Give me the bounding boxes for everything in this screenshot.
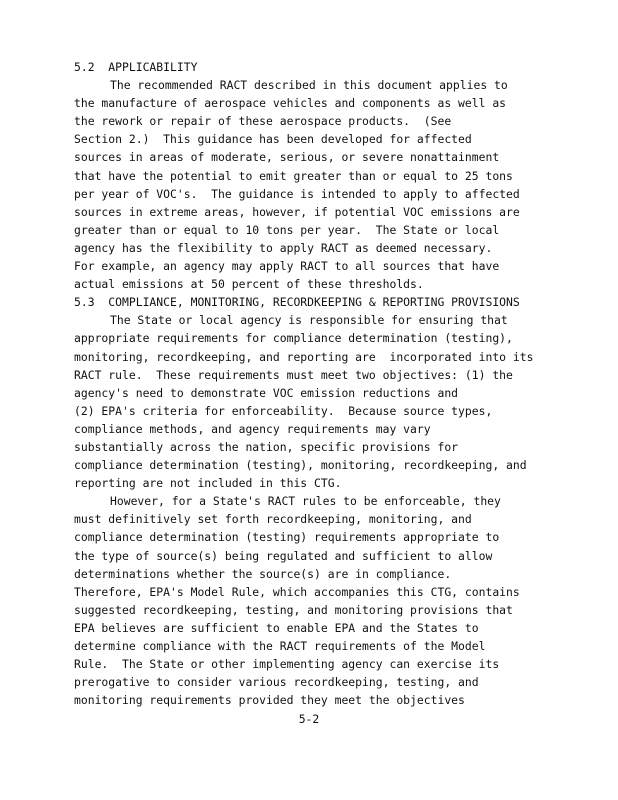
paragraph-line: appropriate requirements for compliance determination (testing),	[74, 331, 513, 346]
paragraph-line: the rework or repair of these aerospace products. (See	[74, 114, 452, 129]
paragraph-line: Section 2.) This guidance has been developed for affected	[74, 132, 472, 147]
paragraph-line: agency's need to demonstrate VOC emission reductions and	[74, 385, 459, 400]
paragraph-line: suggested recordkeeping, testing, and monitoring provisions that	[74, 602, 513, 617]
paragraph-line: determinations whether the source(s) are in compliance.	[74, 566, 452, 581]
paragraph-line: EPA believes are sufficient to enable EPA and the States to	[74, 620, 479, 635]
paragraph-line: Therefore, EPA's Model Rule, which accompanies this CTG, contains	[74, 584, 520, 599]
paragraph-line: the type of source(s) being regulated and sufficient to allow	[74, 548, 493, 563]
section-heading-compliance: 5.3 COMPLIANCE, MONITORING, RECORDKEEPING & REPORTING PROVISIONS	[74, 295, 520, 310]
page-body	[74, 58, 554, 709]
paragraph-line: Rule. The State or other implementing agency can exercise its	[74, 657, 500, 672]
paragraph-line: agency has the flexibility to apply RACT as deemed necessary.	[74, 240, 493, 255]
paragraph-line: monitoring requirements provided they meet the objectives	[74, 693, 465, 708]
paragraph-line: must definitively set forth recordkeeping, monitoring, and	[74, 512, 472, 527]
paragraph-line: reporting are not included in this CTG.	[74, 476, 342, 491]
paragraph-line: compliance determination (testing) requirements appropriate to	[74, 530, 500, 545]
paragraph-line: The recommended RACT described in this document applies to	[110, 78, 508, 93]
paragraph-line: per year of VOC's. The guidance is intended to apply to affected	[74, 186, 520, 201]
paragraph-line: greater than or equal to 10 tons per year. The State or local	[74, 222, 500, 237]
page-number: 5-2	[298, 712, 320, 726]
paragraph-line: the manufacture of aerospace vehicles and components as well as	[74, 96, 507, 111]
paragraph-line: actual emissions at 50 percent of these thresholds.	[74, 277, 424, 292]
paragraph-line: (2) EPA's criteria for enforceability. Because source types,	[74, 403, 493, 418]
paragraph-line: The State or local agency is responsible for ensuring that	[110, 313, 508, 328]
paragraph-line: For example, an agency may apply RACT to all sources that have	[74, 259, 500, 274]
paragraph-line: compliance determination (testing), monitoring, recordkeeping, and	[74, 458, 527, 473]
paragraph-line: sources in extreme areas, however, if potential VOC emissions are	[74, 204, 520, 219]
paragraph-line: prerogative to consider various recordkeeping, testing, and	[74, 675, 479, 690]
paragraph-line: determine compliance with the RACT requirements of the Model	[74, 639, 486, 653]
paragraph-line: that have the potential to emit greater than or equal to 25 tons	[74, 168, 513, 183]
paragraph-line: sources in areas of moderate, serious, or severe nonattainment	[74, 150, 500, 165]
paragraph-line: substantially across the nation, specific provisions for	[74, 439, 459, 454]
paragraph-line: monitoring, recordkeeping, and reporting are incorporated into its	[74, 349, 534, 364]
paragraph-line: However, for a State's RACT rules to be enforceable, they	[110, 494, 501, 509]
section-heading-applicability: 5.2 APPLICABILITY	[74, 60, 198, 74]
paragraph-line: compliance methods, and agency requirements may vary	[74, 421, 431, 436]
paragraph-line: RACT rule. These requirements must meet two objectives: (1) the	[74, 367, 513, 382]
